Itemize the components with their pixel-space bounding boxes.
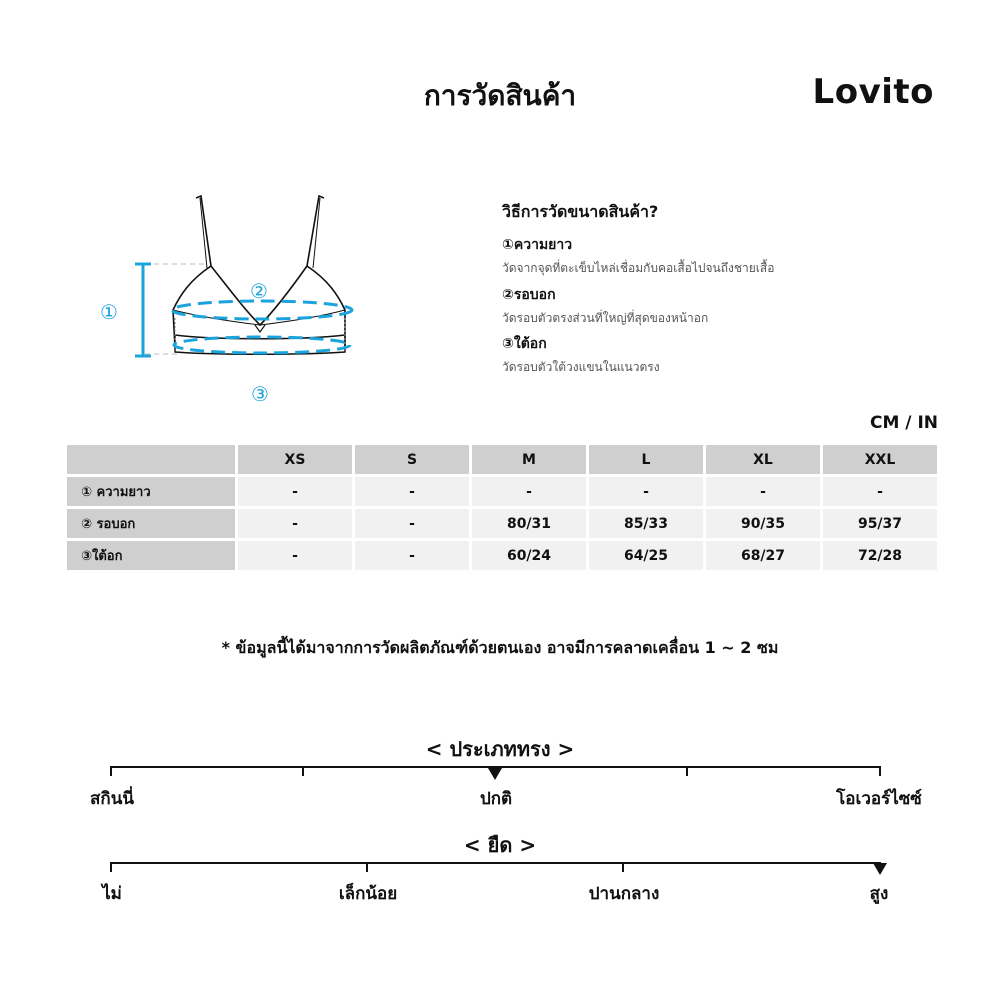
howto-length-label: ①ความยาว [502, 237, 573, 253]
size-header: XL [706, 445, 820, 474]
page-title: การวัดสินค้า [423, 79, 577, 112]
size-header: XXL [823, 445, 937, 474]
table-cell: 85/33 [589, 509, 703, 538]
table-cell: - [472, 477, 586, 506]
table-cell: 90/35 [706, 509, 820, 538]
table-cell: - [589, 477, 703, 506]
bra-illustration [95, 190, 395, 410]
unit-label: CM / IN [870, 413, 938, 433]
table-cell: 64/25 [589, 541, 703, 570]
stretch-scale-title: < ยืด > [463, 833, 537, 857]
stretch-label-none: ไม่ [102, 884, 122, 904]
size-header: M [472, 445, 586, 474]
table-cell: 72/28 [823, 541, 937, 570]
brand-logo: Lovito [812, 72, 934, 112]
fit-scale-tick [686, 766, 688, 776]
stretch-scale-tick [110, 862, 112, 872]
table-row [67, 509, 937, 538]
table-header-row [67, 445, 937, 474]
table-cell: - [355, 541, 469, 570]
fit-selected-marker-icon [488, 768, 502, 780]
table-row [67, 541, 937, 570]
row-label-underbust: ③ใต้อก [67, 541, 235, 570]
table-cell: 80/31 [472, 509, 586, 538]
marker-bust: ② [250, 279, 268, 303]
fit-scale-title: < ประเภททรง > [425, 737, 575, 761]
table-cell: - [238, 541, 352, 570]
table-corner [67, 445, 235, 474]
table-cell: - [355, 477, 469, 506]
howto-bust-desc: วัดรอบตัวตรงส่วนที่ใหญ่ที่สุดของหน้าอก [502, 311, 709, 325]
stretch-label-medium: ปานกลาง [588, 884, 660, 904]
fit-scale-tick [879, 766, 881, 776]
table-row [67, 477, 937, 506]
size-header: L [589, 445, 703, 474]
garment-diagram [95, 190, 395, 410]
fit-label-regular: ปกติ [479, 789, 513, 809]
size-table [64, 442, 940, 573]
row-label-bust: ② รอบอก [67, 509, 235, 538]
howto-underbust-label: ③ใต้อก [502, 336, 547, 352]
marker-underbust: ③ [251, 382, 269, 406]
stretch-label-high: สูง [869, 884, 889, 904]
table-cell: 68/27 [706, 541, 820, 570]
howto-length-desc: วัดจากจุดที่ตะเข็บไหล่เชื่อมกับคอเสื้อไปจนถึงชายเสื้อ [502, 261, 775, 275]
fit-scale-tick [110, 766, 112, 776]
table-cell: - [823, 477, 937, 506]
size-header: XS [238, 445, 352, 474]
size-header: S [355, 445, 469, 474]
stretch-selected-marker-icon [873, 863, 887, 875]
stretch-label-slight: เล็กน้อย [338, 884, 398, 904]
howto-bust-label: ②รอบอก [502, 287, 556, 303]
howto-title: วิธีการวัดขนาดสินค้า? [502, 202, 659, 221]
fit-label-skinny: สกินนี่ [90, 789, 134, 809]
stretch-scale-line [111, 862, 881, 864]
table-cell: 95/37 [823, 509, 937, 538]
stretch-scale-tick [622, 862, 624, 872]
fit-scale-tick [302, 766, 304, 776]
howto-underbust-desc: วัดรอบตัวใต้วงแขนในแนวตรง [502, 360, 660, 374]
table-cell: - [238, 509, 352, 538]
table-cell: 60/24 [472, 541, 586, 570]
marker-length: ① [100, 300, 118, 324]
table-cell: - [355, 509, 469, 538]
fit-label-oversize: โอเวอร์ไซซ์ [836, 789, 922, 809]
table-cell: - [238, 477, 352, 506]
measurement-note: * ข้อมูลนี้ได้มาจากการวัดผลิตภัณฑ์ด้วยตนเอง อาจมีการคลาดเคลื่อน 1 ~ 2 ซม [221, 638, 779, 657]
table-cell: - [706, 477, 820, 506]
row-label-length: ① ความยาว [67, 477, 235, 506]
stretch-scale-tick [366, 862, 368, 872]
